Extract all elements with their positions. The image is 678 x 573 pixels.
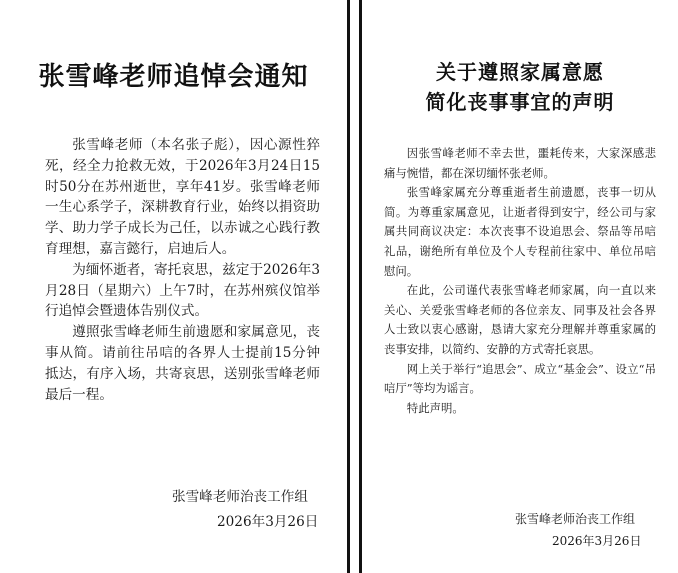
statement-paragraph-1: 因张雪峰老师不幸去世，噩耗传来，大家深感悲痛与惋惜，都在深切缅怀张老师。 [384,146,656,180]
statement-document [359,0,678,573]
statement-paragraph-3: 在此，公司谨代表张雪峰老师家属，向一直以来关心、关爱张雪峰老师的各位亲友、同事及社会各界人士致以衷心感谢，恳请大家充分理解并尊重家属的丧事安排，以简约、安静的方式寄托哀思。 [384,283,656,356]
statement-paragraph-5: 特此声明。 [406,400,464,415]
notice-paragraph-3: 遵照张雪峰老师生前遗愿和家属意见，丧事从简。请前往吊唁的各界人士提前15分钟抵达，有序入场，共寄哀思，送别张雪峰老师最后一程。 [45,324,320,403]
notice-paragraph-2: 为缅怀逝者，寄托哀思，兹定于2026年3月28日（星期六）上午7时，在苏州殡仪馆举行追悼会暨遗体告别仪式。 [45,261,320,320]
notice-title: 张雪峰老师追悼会通知 [38,62,309,92]
notice-paragraph-1: 张雪峰老师（本名张子彪），因心源性猝死，经全力抢救无效，于2026年3月24日15时50分在苏州逝世，享年41岁。张雪峰老师一生心系学子，深耕教育行业，始终以捐资助学、助力学子成长为己任，以赤诚之心践行教育理想，嘉言懿行，启迪后人。 [45,137,320,257]
statement-signature-date: 2026年3月26日 [552,534,642,548]
statement-signature-org: 张雪峰老师治丧工作组 [515,512,636,526]
statement-paragraph-4: 网上关于举行“追思会”、成立“基金会”、设立“吊唁厅”等均为谣言。 [384,361,656,396]
statement-title-line1: 关于遵照家属意愿 [436,60,604,84]
notice-body [45,135,320,405]
statement-title-line2: 简化丧事事宜的声明 [425,90,615,114]
notice-signature-date: 2026年3月26日 [217,514,319,530]
statement-body [384,144,656,418]
statement-paragraph-2: 张雪峰家属充分尊重逝者生前遗愿，丧事一切从简。为尊重家属意见，让逝者得到安宁，经公司与家属共同商议决定：本次丧事不设追思会、祭品等吊唁礼品，谢绝所有单位及个人专程前往家中、单位吊唁慰问。 [384,185,656,278]
notice-signature-org: 张雪峰老师治丧工作组 [172,489,308,505]
